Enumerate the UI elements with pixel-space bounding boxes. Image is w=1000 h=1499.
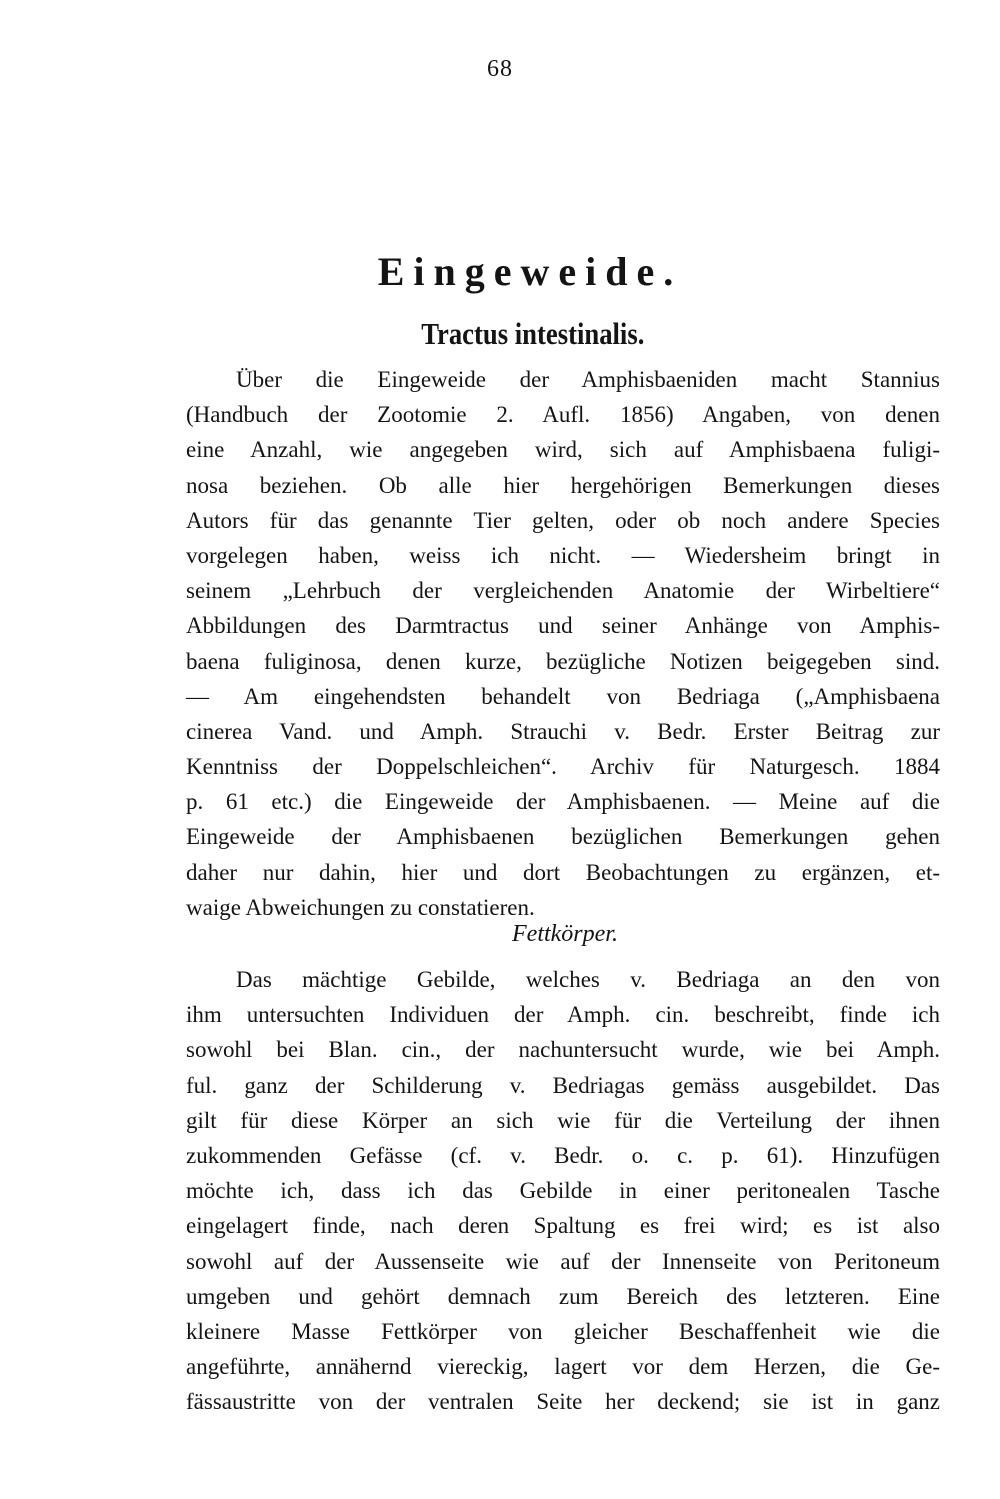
- paragraph-fettkoerper: [186, 962, 940, 1419]
- text-line: eine Anzahl, wie angegeben wird, sich auf Amphisbaena fuligi-: [186, 437, 940, 463]
- section-heading: Fettkörper.: [512, 921, 618, 947]
- chapter-title: Eingeweide.: [377, 249, 683, 294]
- text-line: waige Abweichungen zu constatieren.: [186, 894, 535, 920]
- text-line: gilt für diese Körper an sich wie für die Verteilung der ihnen: [186, 1107, 940, 1133]
- text-line: fässaustritte von der ventralen Seite her deckend; sie ist in ganz: [186, 1389, 940, 1415]
- text-line: (Handbuch der Zootomie 2. Aufl. 1856) Angaben, von denen: [186, 402, 940, 428]
- text-line: seinem „Lehrbuch der vergleichenden Anatomie der Wirbeltiere“: [186, 578, 940, 604]
- text-line: sowohl auf der Aussenseite wie auf der Innenseite von Peritoneum: [186, 1248, 940, 1274]
- paragraph-intro: [186, 362, 940, 925]
- chapter-subtitle: Tractus intestinalis.: [421, 316, 645, 351]
- text-line: umgeben und gehört demnach zum Bereich des letzteren. Eine: [186, 1283, 940, 1309]
- text-line: angeführte, annähernd viereckig, lagert vor dem Herzen, die Ge-: [186, 1354, 940, 1380]
- text-line: Das mächtige Gebilde, welches v. Bedriaga an den von: [236, 967, 940, 992]
- text-line: zukommenden Gefässe (cf. v. Bedr. o. c. p. 61). Hinzufügen: [186, 1142, 940, 1168]
- text-line: p. 61 etc.) die Eingeweide der Amphisbaenen. — Meine auf die: [186, 789, 940, 815]
- text-line: ful. ganz der Schilderung v. Bedriagas gemäss ausgebildet. Das: [186, 1072, 940, 1098]
- text-line: eingelagert finde, nach deren Spaltung es frei wird; es ist also: [186, 1213, 940, 1239]
- text-line: Abbildungen des Darmtractus und seiner Anhänge von Amphis-: [186, 613, 940, 639]
- text-line: cinerea Vand. und Amph. Strauchi v. Bedr. Erster Beitrag zur: [186, 718, 940, 744]
- text-line: ihm untersuchten Individuen der Amph. cin. beschreibt, finde ich: [186, 1002, 940, 1028]
- text-line: Autors für das genannte Tier gelten, oder ob noch andere Species: [186, 507, 940, 533]
- text-line: vorgelegen haben, weiss ich nicht. — Wiedersheim bringt in: [186, 542, 940, 568]
- text-line: baena fuliginosa, denen kurze, bezügliche Notizen beigegeben sind.: [186, 648, 940, 674]
- text-line: sowohl bei Blan. cin., der nachuntersucht wurde, wie bei Amph.: [186, 1037, 940, 1063]
- text-line: kleinere Masse Fettkörper von gleicher Beschaffenheit wie die: [186, 1318, 940, 1344]
- text-line: Über die Eingeweide der Amphisbaeniden macht Stannius: [236, 367, 940, 392]
- text-line: nosa beziehen. Ob alle hier hergehörigen Bemerkungen dieses: [186, 472, 940, 498]
- page-number: 68: [487, 56, 513, 82]
- text-line: — Am eingehendsten behandelt von Bedriaga („Amphisbaena: [186, 683, 940, 709]
- text-line: möchte ich, dass ich das Gebilde in einer peritonealen Tasche: [186, 1178, 940, 1204]
- text-line: Eingeweide der Amphisbaenen bezüglichen Bemerkungen gehen: [186, 824, 940, 850]
- text-line: daher nur dahin, hier und dort Beobachtungen zu ergänzen, et-: [186, 859, 940, 885]
- text-line: Kenntniss der Doppelschleichen“. Archiv für Naturgesch. 1884: [186, 754, 940, 780]
